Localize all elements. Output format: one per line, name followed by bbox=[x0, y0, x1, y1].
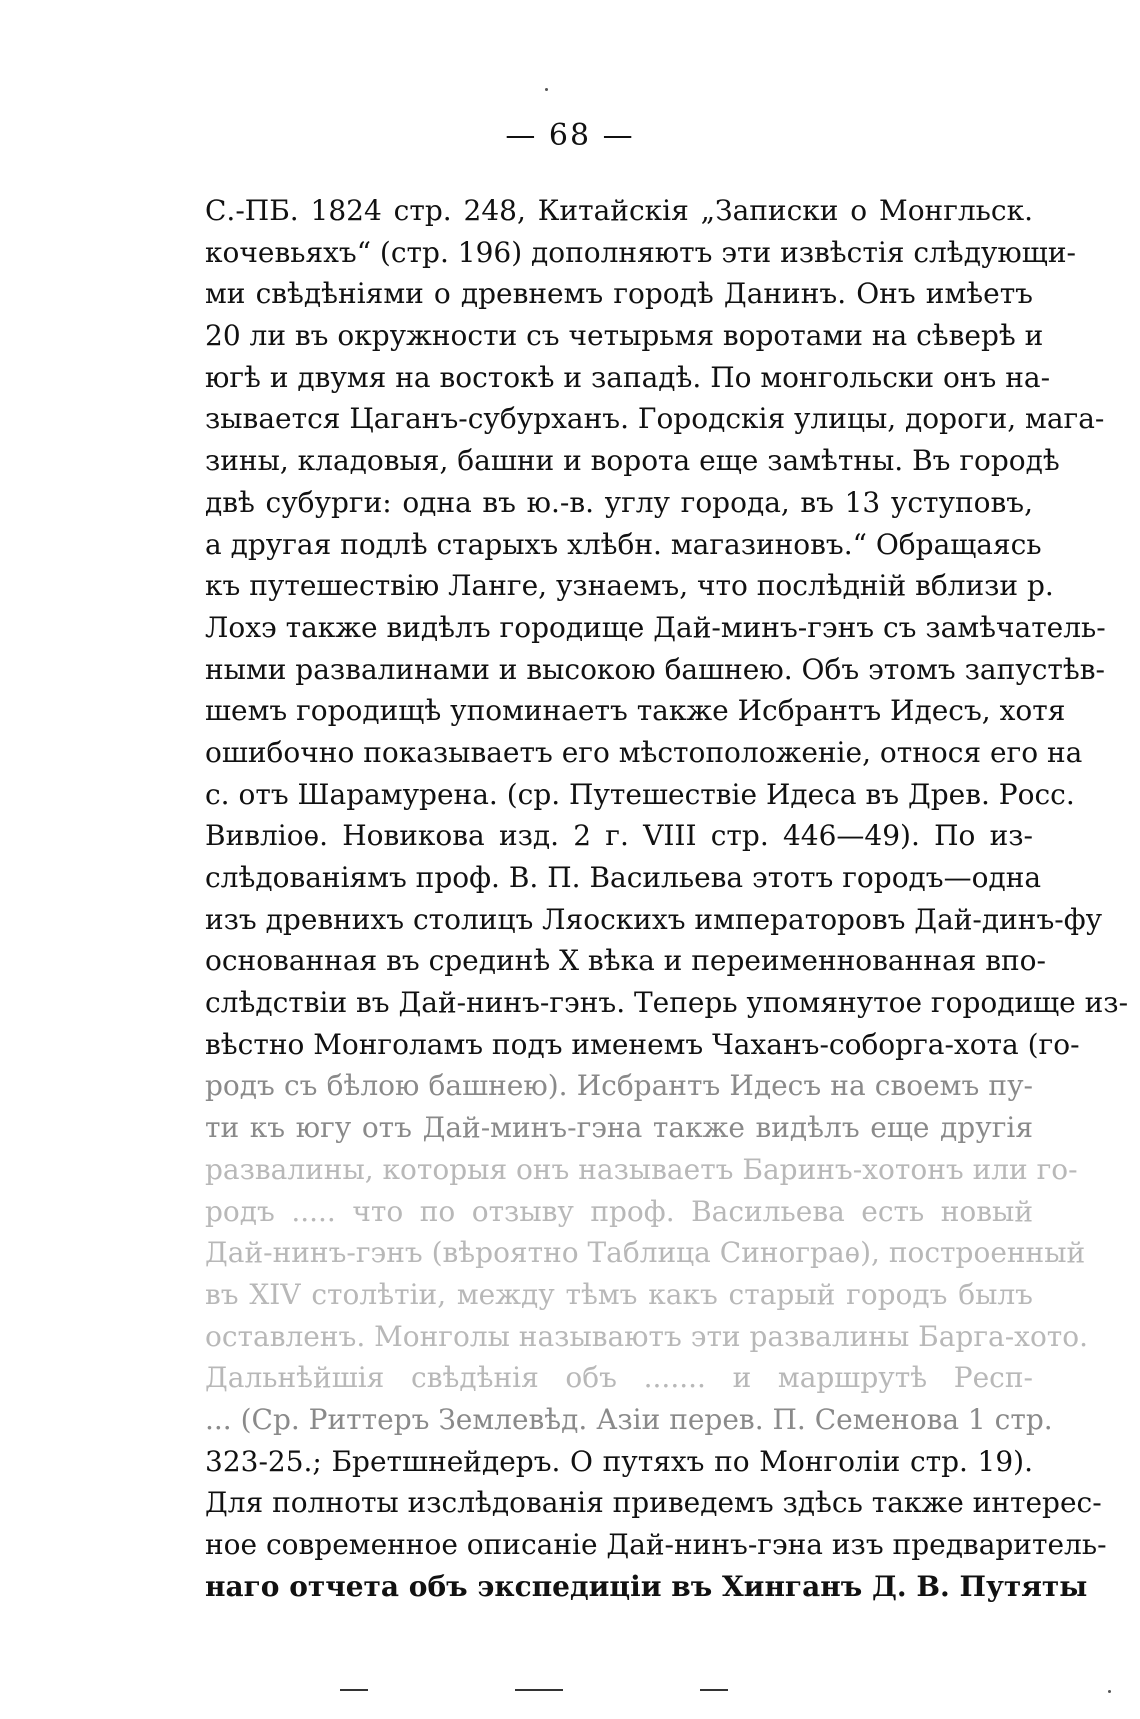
text-line-17: слѣдованіямъ проф. В. П. Васильева этотъ городъ—одна bbox=[205, 861, 1042, 894]
text-line-29: Дальнѣйшія свѣдѣнія объ ....... и маршрутѣ Респ- bbox=[205, 1361, 1033, 1395]
text-line-16: Вивліоѳ. Новикова изд. 2 г. VIII стр. 446—49). По из- bbox=[205, 819, 1033, 853]
text-line-31: 323-25.; Бретшнейдеръ. О путяхъ по Монголіи стр. 19). bbox=[205, 1444, 1033, 1478]
text-line-26: Дай-нинъ-гэнъ (вѣроятно Таблица Синограѳ), построенный bbox=[205, 1236, 1086, 1270]
body-text bbox=[205, 190, 1129, 1607]
text-line-15: с. отъ Шарамурена. (ср. Путешествіе Идеса въ Древ. Росс. bbox=[205, 777, 1075, 811]
text-line-21: вѣстно Монголамъ подъ именемъ Чаханъ-соборга-хота (го- bbox=[205, 1027, 1080, 1061]
text-line-30: ... (Ср. Риттеръ Землевѣд. Азіи перев. П. Семенова 1 стр. bbox=[205, 1402, 1053, 1436]
text-line-19: основанная въ срединѣ X вѣка и переименнованная впо- bbox=[205, 944, 1046, 978]
text-line-22: родъ съ бѣлою башнею). Исбрантъ Идесъ на своемъ пу- bbox=[205, 1069, 1033, 1103]
text-line-14: ошибочно показываетъ его мѣстоположеніе, относя его на bbox=[205, 735, 1083, 769]
text-line-4: 20 ли въ окружности съ четырьмя воротами на сѣверѣ и bbox=[205, 319, 1044, 353]
text-line-27: въ XIV столѣтіи, между тѣмъ какъ старый городъ былъ bbox=[205, 1277, 1033, 1311]
text-line-1: С.-ПБ. 1824 стр. 248, Китайскія „Записки о Монгльск. bbox=[205, 194, 1033, 227]
text-line-33: ное современное описаніе Дай-нинъ-гэна изъ предваритель- bbox=[205, 1528, 1107, 1561]
text-line-23: ти къ югу отъ Дай-минъ-гэна также видѣлъ еще другія bbox=[205, 1111, 1033, 1145]
text-line-2: кочевьяхъ“ (стр. 196) дополняютъ эти извѣстія слѣдующи- bbox=[205, 235, 1076, 269]
paper-speck-top bbox=[545, 88, 548, 91]
text-line-24: развалины, которыя онъ называетъ Баринъ-хотонъ или го- bbox=[205, 1152, 1078, 1186]
text-line-6: зывается Цаганъ-субурханъ. Городскія улицы, дороги, мага- bbox=[205, 402, 1105, 436]
text-line-32: Для полноты изслѣдованія приведемъ здѣсь также интерес- bbox=[205, 1486, 1102, 1520]
text-line-13: шемъ городищѣ упоминаетъ также Исбрантъ Идесъ, хотя bbox=[205, 694, 1066, 728]
text-line-11: Лохэ также видѣлъ городище Дай-минъ-гэнъ съ замѣчатель- bbox=[205, 610, 1106, 644]
text-line-9: а другая подлѣ старыхъ хлѣбн. магазиновъ.“ Обращаясь bbox=[205, 527, 1042, 561]
text-line-10: къ путешествію Ланге, узнаемъ, что послѣдній вблизи р. bbox=[205, 569, 1054, 603]
scan-mark-left bbox=[340, 1689, 368, 1691]
text-line-7: зины, кладовыя, башни и ворота еще замѣтны. Въ городѣ bbox=[205, 444, 1060, 478]
text-line-5: югѣ и двумя на востокѣ и западѣ. По монгольски онъ на- bbox=[205, 360, 1051, 394]
paper-speck-bottom bbox=[1108, 1690, 1111, 1693]
text-line-8: двѣ субурги: одна въ ю.-в. углу города, въ 13 уступовъ, bbox=[205, 485, 1033, 519]
text-line-34: наго отчета объ экспедиціи въ Хинганъ Д. В. Путяты bbox=[205, 1569, 1088, 1603]
text-line-18: изъ древнихъ столицъ Ляоскихъ императоровъ Дай-динъ-фу bbox=[205, 902, 1103, 936]
text-line-12: ными развалинами и высокою башнею. Объ этомъ запустѣв- bbox=[205, 652, 1105, 686]
text-line-3: ми свѣдѣніями о древнемъ городѣ Данинъ. Онъ имѣетъ bbox=[205, 277, 1033, 311]
page-number: — 68 — bbox=[505, 118, 635, 153]
text-line-25: родъ ..... что по отзыву проф. Васильева есть новый bbox=[205, 1194, 1033, 1228]
scan-mark-center bbox=[515, 1689, 563, 1691]
scan-mark-right bbox=[700, 1689, 728, 1691]
text-line-28: оставленъ. Монголы называютъ эти развалины Барга-хото. bbox=[205, 1319, 1089, 1353]
text-line-20: слѣдствіи въ Дай-нинъ-гэнъ. Теперь упомянутое городище из- bbox=[205, 986, 1129, 1020]
